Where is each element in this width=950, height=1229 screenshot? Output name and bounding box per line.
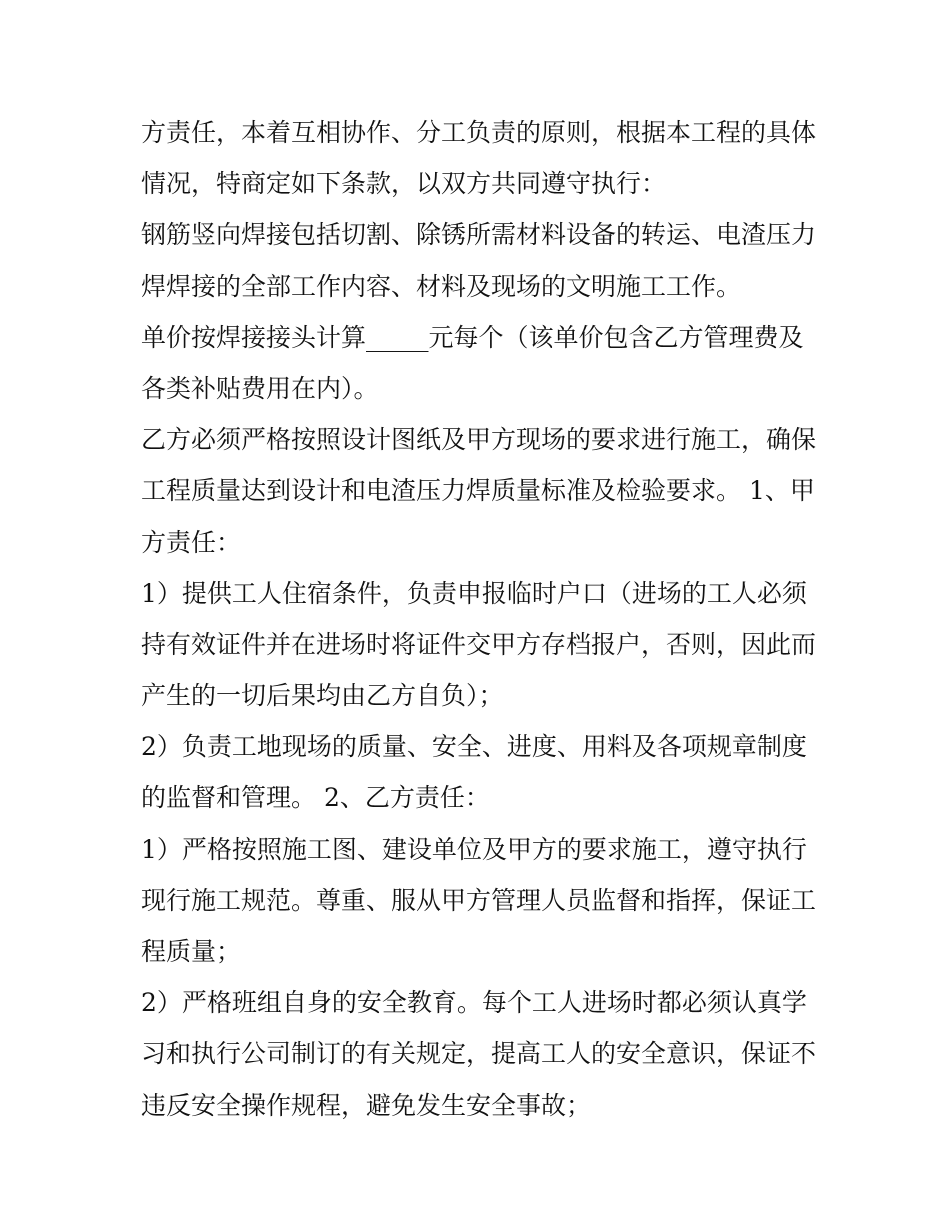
text-line: 1）提供工人住宿条件，负责申报临时户口（进场的工人必须 [141, 578, 807, 608]
text-line: 2）负责工地现场的质量、安全、进度、用料及各项规章制度 [141, 732, 807, 762]
text-line: 方责任，本着互相协作、分工负责的原则，根据本工程的具体 [141, 118, 817, 147]
text-line: 工程质量达到设计和电渣压力焊质量标准及检验要求。 1、甲 [141, 476, 815, 506]
text-line: 乙方必须严格按照设计图纸及甲方现场的要求进行施工，确保 [141, 425, 817, 455]
text-line: 方责任： [141, 527, 242, 557]
text-line: 现行施工规范。尊重、服从甲方管理人员监督和指挥，保证工 [141, 885, 817, 915]
text-line: 各类补贴费用在内）。 [141, 373, 379, 403]
document-body [141, 107, 821, 1131]
text-line: 单价按焊接接头计算_____元每个（该单价包含乙方管理费及 [141, 322, 804, 352]
text-line: 钢筋竖向焊接包括切割、除锈所需材料设备的转运、电渣压力 [141, 220, 817, 250]
text-line: 违反安全操作规程，避免发生安全事故； [141, 1090, 592, 1120]
text-line: 1）严格按照施工图、建设单位及甲方的要求施工，遵守执行 [141, 834, 807, 864]
text-line: 的监督和管理。 2、乙方责任： [141, 783, 490, 813]
text-line: 情况，特商定如下条款，以双方共同遵守执行： [141, 169, 667, 199]
text-line: 焊焊接的全部工作内容、材料及现场的文明施工工作。 [141, 271, 742, 301]
text-line: 持有效证件并在进场时将证件交甲方存档报户，否则，因此而 [141, 629, 817, 659]
text-line: 产生的一切后果均由乙方自负）； [141, 681, 504, 711]
text-line: 程质量； [141, 937, 242, 966]
text-line: 习和执行公司制订的有关规定，提高工人的安全意识，保证不 [141, 1039, 817, 1069]
text-line: 2）严格班组自身的安全教育。每个工人进场时都必须认真学 [141, 988, 807, 1018]
